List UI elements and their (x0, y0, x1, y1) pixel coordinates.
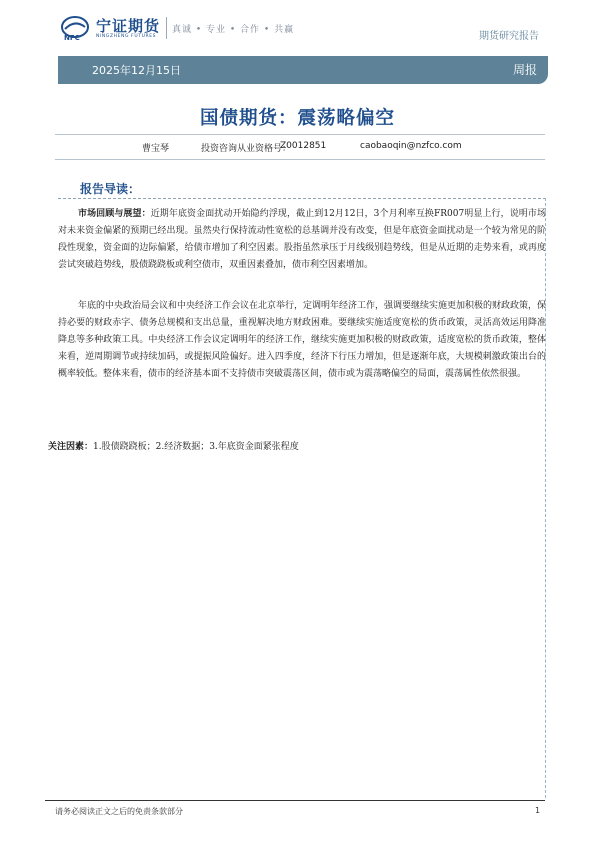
focus-text: 1.股债跷跷板；2.经济数据；3.年底资金面紧张程度 (93, 442, 299, 452)
section-divider (58, 198, 546, 200)
focus-label: 关注因素： (48, 442, 94, 452)
page-border (545, 198, 547, 798)
author-email[interactable]: caobaoqin@nzfco.com (360, 141, 462, 151)
paragraph-body: 近期年底资金面扰动开始隐约浮现，截止到12月12日，3个月利率互换FR007明显上行，说明市场对未来资金偏紧的预期已经出现。虽然央行保持流动性宽松的总基调并没有改变，但是年底资金面扰动是一个较为常见的阶段性现象，资金面的边际偏紧，给债市增加了利空因素。股指虽然承压于月线级别趋势线，但是从近期的走势来看，或再度尝试突破趋势线，股债跷跷板或利空债市，双重因素叠加，债市利空因素增加。 (58, 209, 546, 270)
report-type: 期货研究报告 (479, 31, 539, 42)
company-slogan: 真诚 • 专业 • 合作 • 共赢 (172, 25, 295, 35)
footer-disclaimer: 请务必阅读正文之后的免责条款部分 (55, 807, 183, 816)
page-number: 1 (535, 806, 541, 815)
cert-label: 投资咨询从业资格号： (201, 144, 292, 154)
paragraph-market-review (58, 206, 546, 274)
paragraph-lead: 市场回顾与展望： (78, 209, 151, 219)
company-name: 宁证期货 (96, 17, 161, 35)
footer-divider (45, 800, 545, 801)
cert-number: Z0012851 (280, 141, 327, 151)
paragraph-policy: 年底的中央政治局会议和中央经济工作会议在北京举行，定调明年经济工作，强调要继续实施更加积极的财政政策，保持必要的财政赤字、债务总规模和支出总量，重视解决地方财政困难。要继续实施适度宽松的货币政策，灵活高效运用降准降息等多种政策工具。中央经济工作会议定调明年的经济工作，继续实施更加积极的财政政策，适度宽松的货币政策，整体来看，逆周期调节或持续加码，或提振风险偏好。进入四季度，经济下行压力增加，但是逐渐年底，大规模刺激政策出台的概率较低。整体来看，债市的经济基本面不支持债市突破震荡区间，债市或为震荡略偏空的局面，震荡属性依然很强。 (58, 301, 547, 379)
page-title: 国债期货：震荡略偏空 (199, 108, 395, 129)
company-name-en: NINGZHENG FUTURES (96, 34, 157, 39)
author-name: 曹宝琴 (142, 144, 170, 154)
company-logo-icon (60, 15, 90, 41)
report-date: 2025年12月15日 (92, 64, 181, 77)
header-divider (166, 17, 167, 39)
report-frequency: 周报 (512, 63, 537, 77)
svg-text:NFC: NFC (64, 34, 80, 41)
section-title: 报告导读： (80, 182, 141, 196)
focus-factors (48, 439, 299, 452)
